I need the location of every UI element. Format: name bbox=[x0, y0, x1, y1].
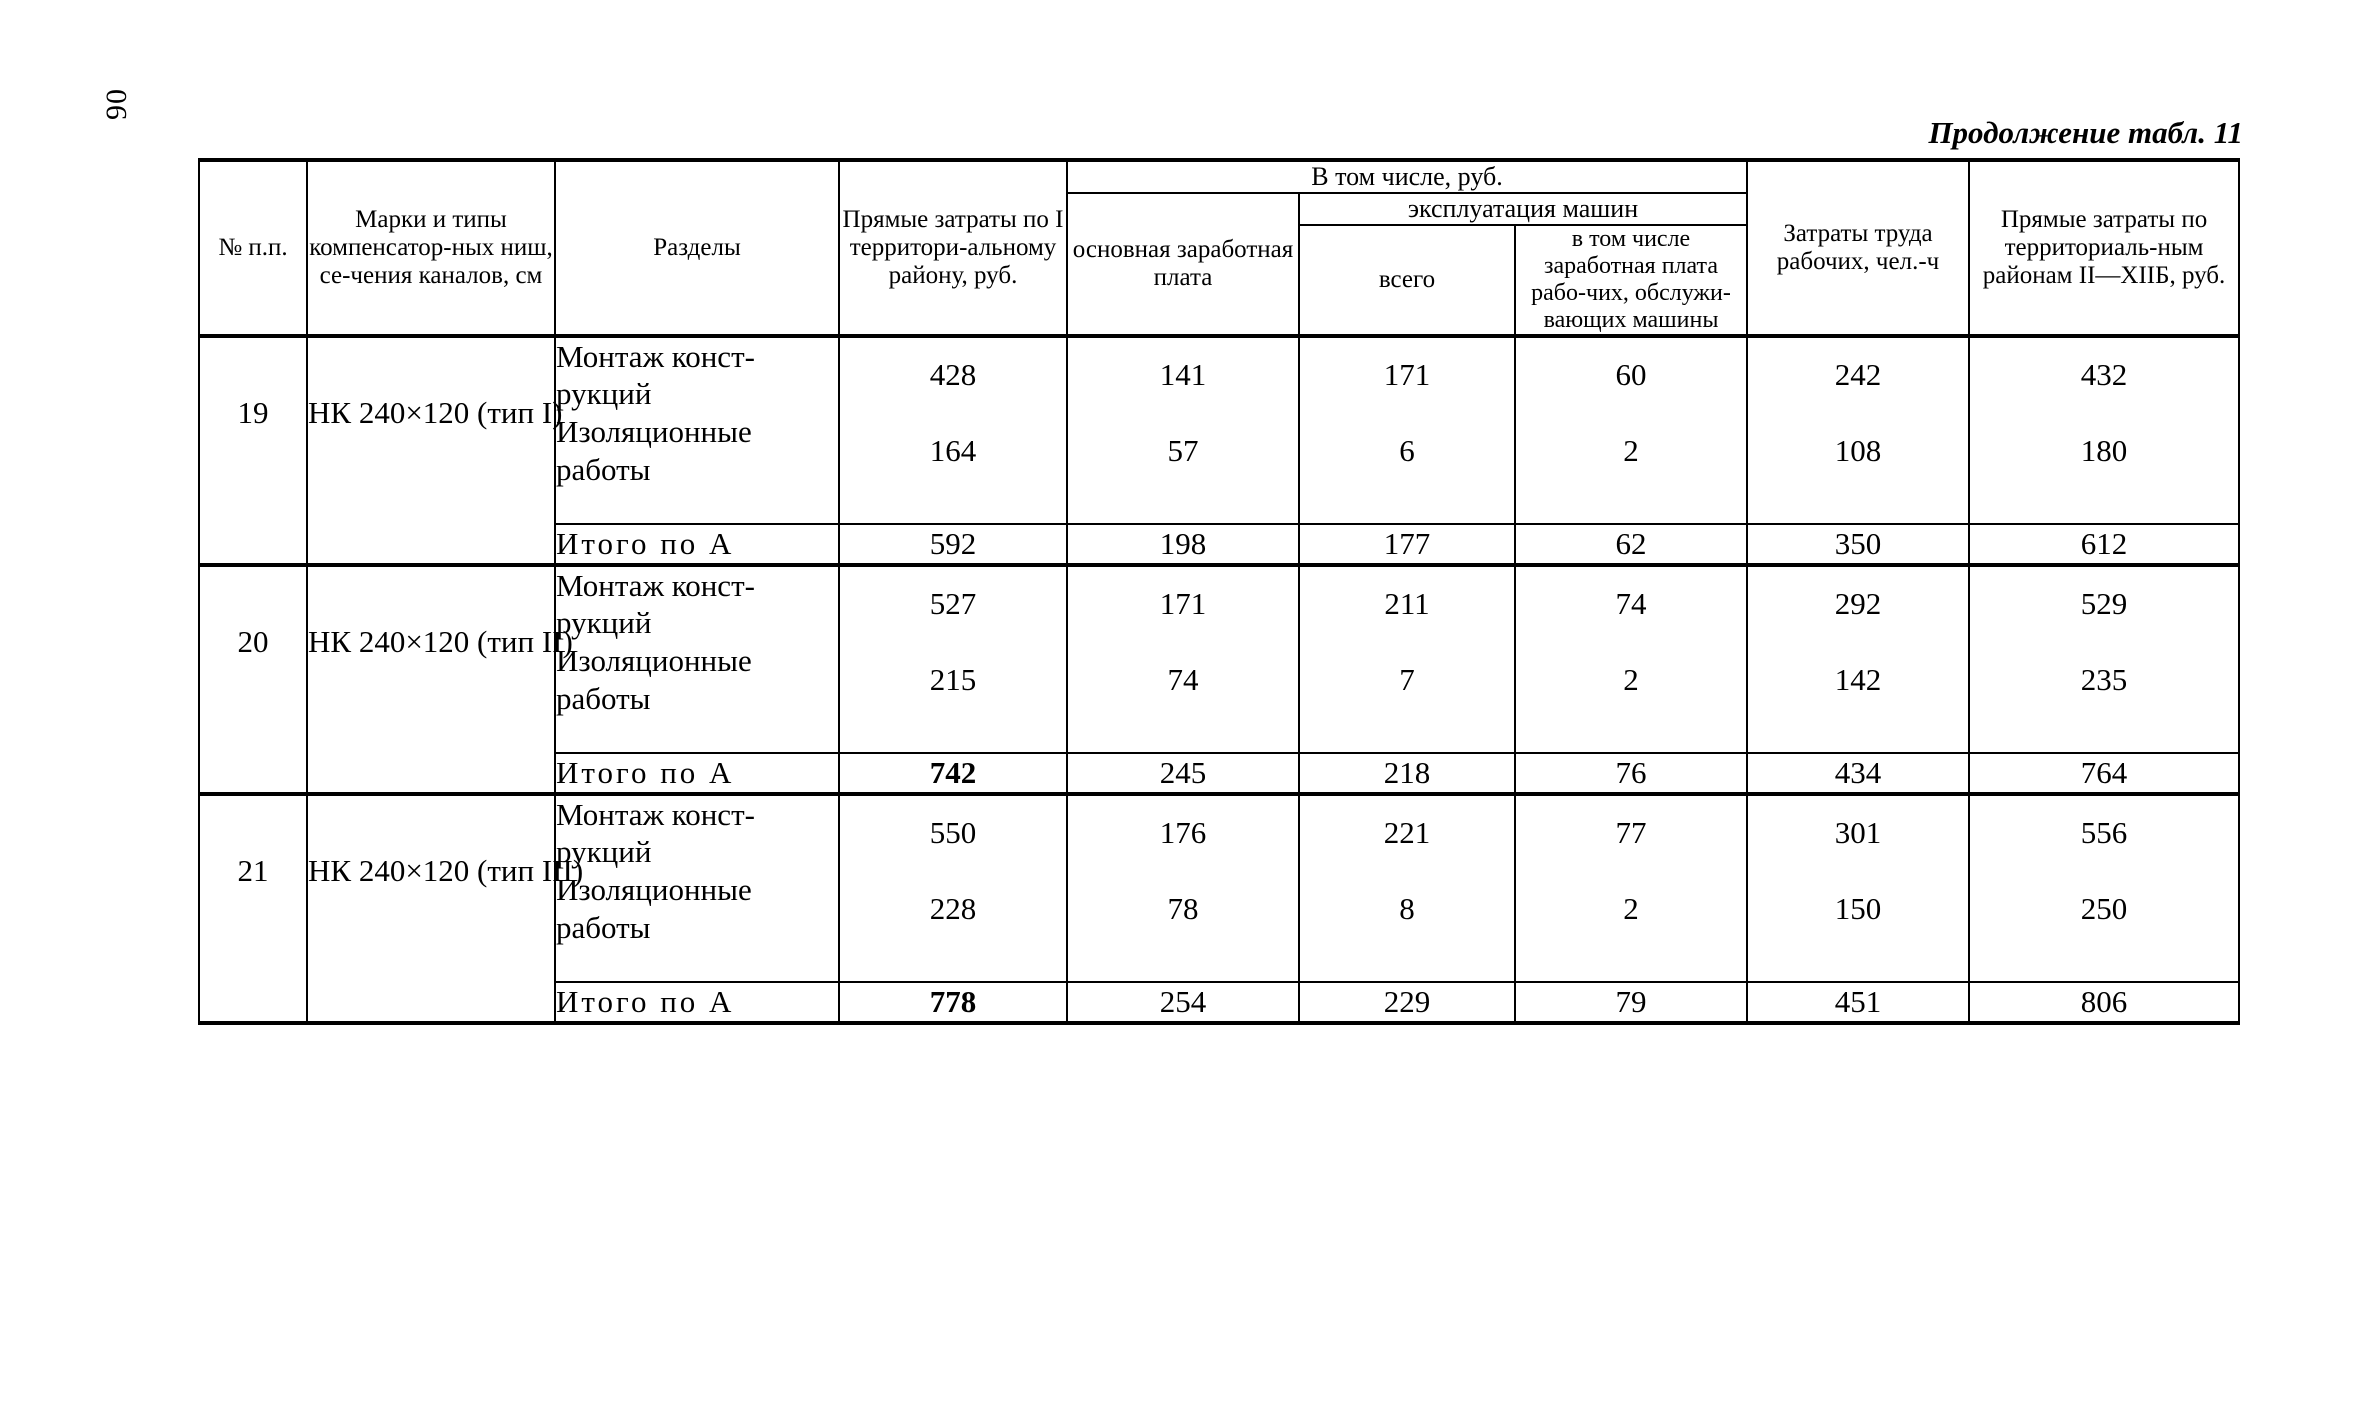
cell-machines-total: 6 bbox=[1299, 413, 1515, 489]
total-machines-salary: 76 bbox=[1515, 753, 1747, 794]
spacer-cell bbox=[307, 489, 555, 524]
table-spacer-row bbox=[199, 947, 2239, 982]
table-total-row bbox=[199, 524, 2239, 565]
cell-direct-2: 556 bbox=[1969, 794, 2239, 872]
spacer-cell bbox=[1969, 718, 2239, 753]
total-label: Итого по А bbox=[555, 753, 839, 794]
table-header-row-1 bbox=[199, 160, 2239, 193]
row-no: 21 bbox=[199, 794, 307, 947]
total-labor: 434 bbox=[1834, 754, 1882, 790]
cell-base-salary: 141 bbox=[1067, 336, 1299, 414]
table-continuation-label: Продолжение табл. 11 bbox=[1928, 115, 2243, 150]
total-labor: 451 bbox=[1747, 982, 1969, 1023]
header-col-marks: Марки и типы компенсатор-ных ниш, се-чения каналов, см bbox=[307, 160, 555, 336]
header-col-no: № п.п. bbox=[199, 160, 307, 336]
header-col-base-salary: основная заработная плата bbox=[1067, 193, 1299, 336]
cell-machines-total: 7 bbox=[1299, 642, 1515, 718]
cell-machines-salary: 74 bbox=[1515, 565, 1747, 643]
header-col-machines-total: всего bbox=[1299, 225, 1515, 336]
header-col-machines-salary: в том числе заработная плата рабо-чих, обслужи-вающих машины bbox=[1515, 225, 1747, 336]
row-section: Монтаж конст-рукций bbox=[555, 565, 839, 643]
cell-base-salary: 57 bbox=[1067, 413, 1299, 489]
total-direct-2: 612 bbox=[1969, 524, 2239, 565]
row-no-empty bbox=[199, 524, 307, 565]
spacer-cell bbox=[1969, 947, 2239, 982]
cell-base-salary: 176 bbox=[1067, 794, 1299, 872]
header-group-machines: эксплуатация машин bbox=[1299, 193, 1747, 225]
table-row bbox=[199, 565, 2239, 643]
spacer-cell bbox=[1969, 489, 2239, 524]
spacer-cell bbox=[839, 947, 1067, 982]
total-machines-total: 218 bbox=[1299, 753, 1515, 794]
row-section: Монтаж конст-рукций bbox=[555, 336, 839, 414]
cell-base-salary: 78 bbox=[1067, 871, 1299, 947]
spacer-cell bbox=[307, 718, 555, 753]
cell-direct-1: 215 bbox=[839, 642, 1067, 718]
cell-labor: 150 bbox=[1834, 891, 1882, 927]
total-label: Итого по А bbox=[555, 982, 839, 1023]
table-total-row bbox=[199, 753, 2239, 794]
cost-table-container bbox=[198, 158, 2238, 1025]
total-direct-2: 806 bbox=[1969, 982, 2239, 1023]
cell-direct-2: 250 bbox=[1969, 871, 2239, 947]
cell-direct-2: 180 bbox=[1969, 413, 2239, 489]
table-spacer-row bbox=[199, 718, 2239, 753]
cell-machines-salary: 60 bbox=[1515, 336, 1747, 414]
table-row bbox=[199, 336, 2239, 414]
cell-labor: 301 bbox=[1747, 794, 1969, 872]
cell-direct-1: 428 bbox=[839, 336, 1067, 414]
total-labor: 350 bbox=[1834, 525, 1882, 561]
spacer-cell bbox=[839, 718, 1067, 753]
spacer-cell bbox=[307, 947, 555, 982]
spacer-cell bbox=[1067, 489, 1299, 524]
header-col-direct-1: Прямые затраты по I территори-альному району, руб. bbox=[839, 160, 1067, 336]
row-no: 20 bbox=[199, 565, 307, 718]
page-number: 90 bbox=[100, 88, 133, 120]
spacer-cell bbox=[1067, 718, 1299, 753]
row-section: Изоляционные работы bbox=[555, 413, 839, 489]
spacer-cell bbox=[1299, 489, 1515, 524]
row-mark-empty bbox=[307, 753, 555, 794]
spacer-cell bbox=[199, 947, 307, 982]
total-base-salary: 254 bbox=[1067, 982, 1299, 1023]
header-col-labor: Затраты труда рабочих, чел.-ч bbox=[1747, 160, 1969, 336]
total-base-salary: 198 bbox=[1067, 524, 1299, 565]
cell-direct-1: 228 bbox=[839, 871, 1067, 947]
cell-machines-salary: 2 bbox=[1515, 413, 1747, 489]
spacer-cell bbox=[1747, 489, 1969, 524]
spacer-cell bbox=[1299, 718, 1515, 753]
total-direct-1: 742 bbox=[839, 753, 1067, 794]
total-machines-total: 229 bbox=[1299, 982, 1515, 1023]
cell-labor: 292 bbox=[1747, 565, 1969, 643]
cell-machines-total: 8 bbox=[1299, 871, 1515, 947]
cell-machines-salary: 77 bbox=[1515, 794, 1747, 872]
row-section: Изоляционные работы bbox=[555, 642, 839, 718]
total-direct-1: 778 bbox=[839, 982, 1067, 1023]
row-mark: НК 240×120 (тип I) bbox=[307, 336, 555, 489]
total-machines-salary: 62 bbox=[1515, 524, 1747, 565]
cell-base-salary: 74 bbox=[1067, 642, 1299, 718]
total-machines-total: 177 bbox=[1299, 524, 1515, 565]
row-mark: НК 240×120 (тип III) bbox=[307, 794, 555, 947]
spacer-cell bbox=[1515, 718, 1747, 753]
spacer-cell bbox=[199, 718, 307, 753]
spacer-cell bbox=[555, 947, 839, 982]
total-direct-1: 592 bbox=[839, 524, 1067, 565]
cell-machines-total: 221 bbox=[1299, 794, 1515, 872]
row-no-empty bbox=[199, 753, 307, 794]
spacer-cell bbox=[839, 489, 1067, 524]
row-section: Монтаж конст-рукций bbox=[555, 794, 839, 872]
row-section: Изоляционные работы bbox=[555, 871, 839, 947]
total-label: Итого по А bbox=[555, 524, 839, 565]
total-base-salary: 245 bbox=[1067, 753, 1299, 794]
spacer-cell bbox=[1515, 947, 1747, 982]
cell-direct-1: 527 bbox=[839, 565, 1067, 643]
cell-labor: 242 bbox=[1747, 336, 1969, 414]
spacer-cell bbox=[1515, 489, 1747, 524]
table-row bbox=[199, 794, 2239, 872]
cell-direct-2: 529 bbox=[1969, 565, 2239, 643]
header-group-including: В том числе, руб. bbox=[1067, 160, 1747, 193]
cell-machines-salary: 2 bbox=[1515, 871, 1747, 947]
spacer-cell bbox=[1747, 718, 1969, 753]
total-direct-2: 764 bbox=[1969, 753, 2239, 794]
row-mark-empty bbox=[307, 982, 555, 1023]
row-no-empty bbox=[199, 982, 307, 1023]
cost-table bbox=[198, 158, 2240, 1025]
cell-direct-2: 432 bbox=[1969, 336, 2239, 414]
row-mark-empty bbox=[307, 524, 555, 565]
spacer-cell bbox=[199, 489, 307, 524]
cell-base-salary: 171 bbox=[1067, 565, 1299, 643]
cell-direct-1: 550 bbox=[839, 794, 1067, 872]
table-spacer-row bbox=[199, 489, 2239, 524]
total-machines-salary: 79 bbox=[1515, 982, 1747, 1023]
cell-labor: 108 bbox=[1834, 432, 1882, 468]
cell-labor: 142 bbox=[1834, 662, 1882, 697]
spacer-cell bbox=[555, 718, 839, 753]
cell-direct-1: 164 bbox=[839, 413, 1067, 489]
cell-machines-salary: 2 bbox=[1515, 642, 1747, 718]
cell-machines-total: 211 bbox=[1299, 565, 1515, 643]
cell-direct-2: 235 bbox=[1969, 642, 2239, 718]
header-col-sections: Разделы bbox=[555, 160, 839, 336]
spacer-cell bbox=[1299, 947, 1515, 982]
row-no: 19 bbox=[199, 336, 307, 489]
spacer-cell bbox=[555, 489, 839, 524]
spacer-cell bbox=[1747, 947, 1969, 982]
cell-machines-total: 171 bbox=[1299, 336, 1515, 414]
table-total-row bbox=[199, 982, 2239, 1023]
spacer-cell bbox=[1067, 947, 1299, 982]
header-col-direct-2: Прямые затраты по территориаль-ным районам II—XIIБ, руб. bbox=[1969, 160, 2239, 336]
row-mark: НК 240×120 (тип II) bbox=[307, 565, 555, 718]
